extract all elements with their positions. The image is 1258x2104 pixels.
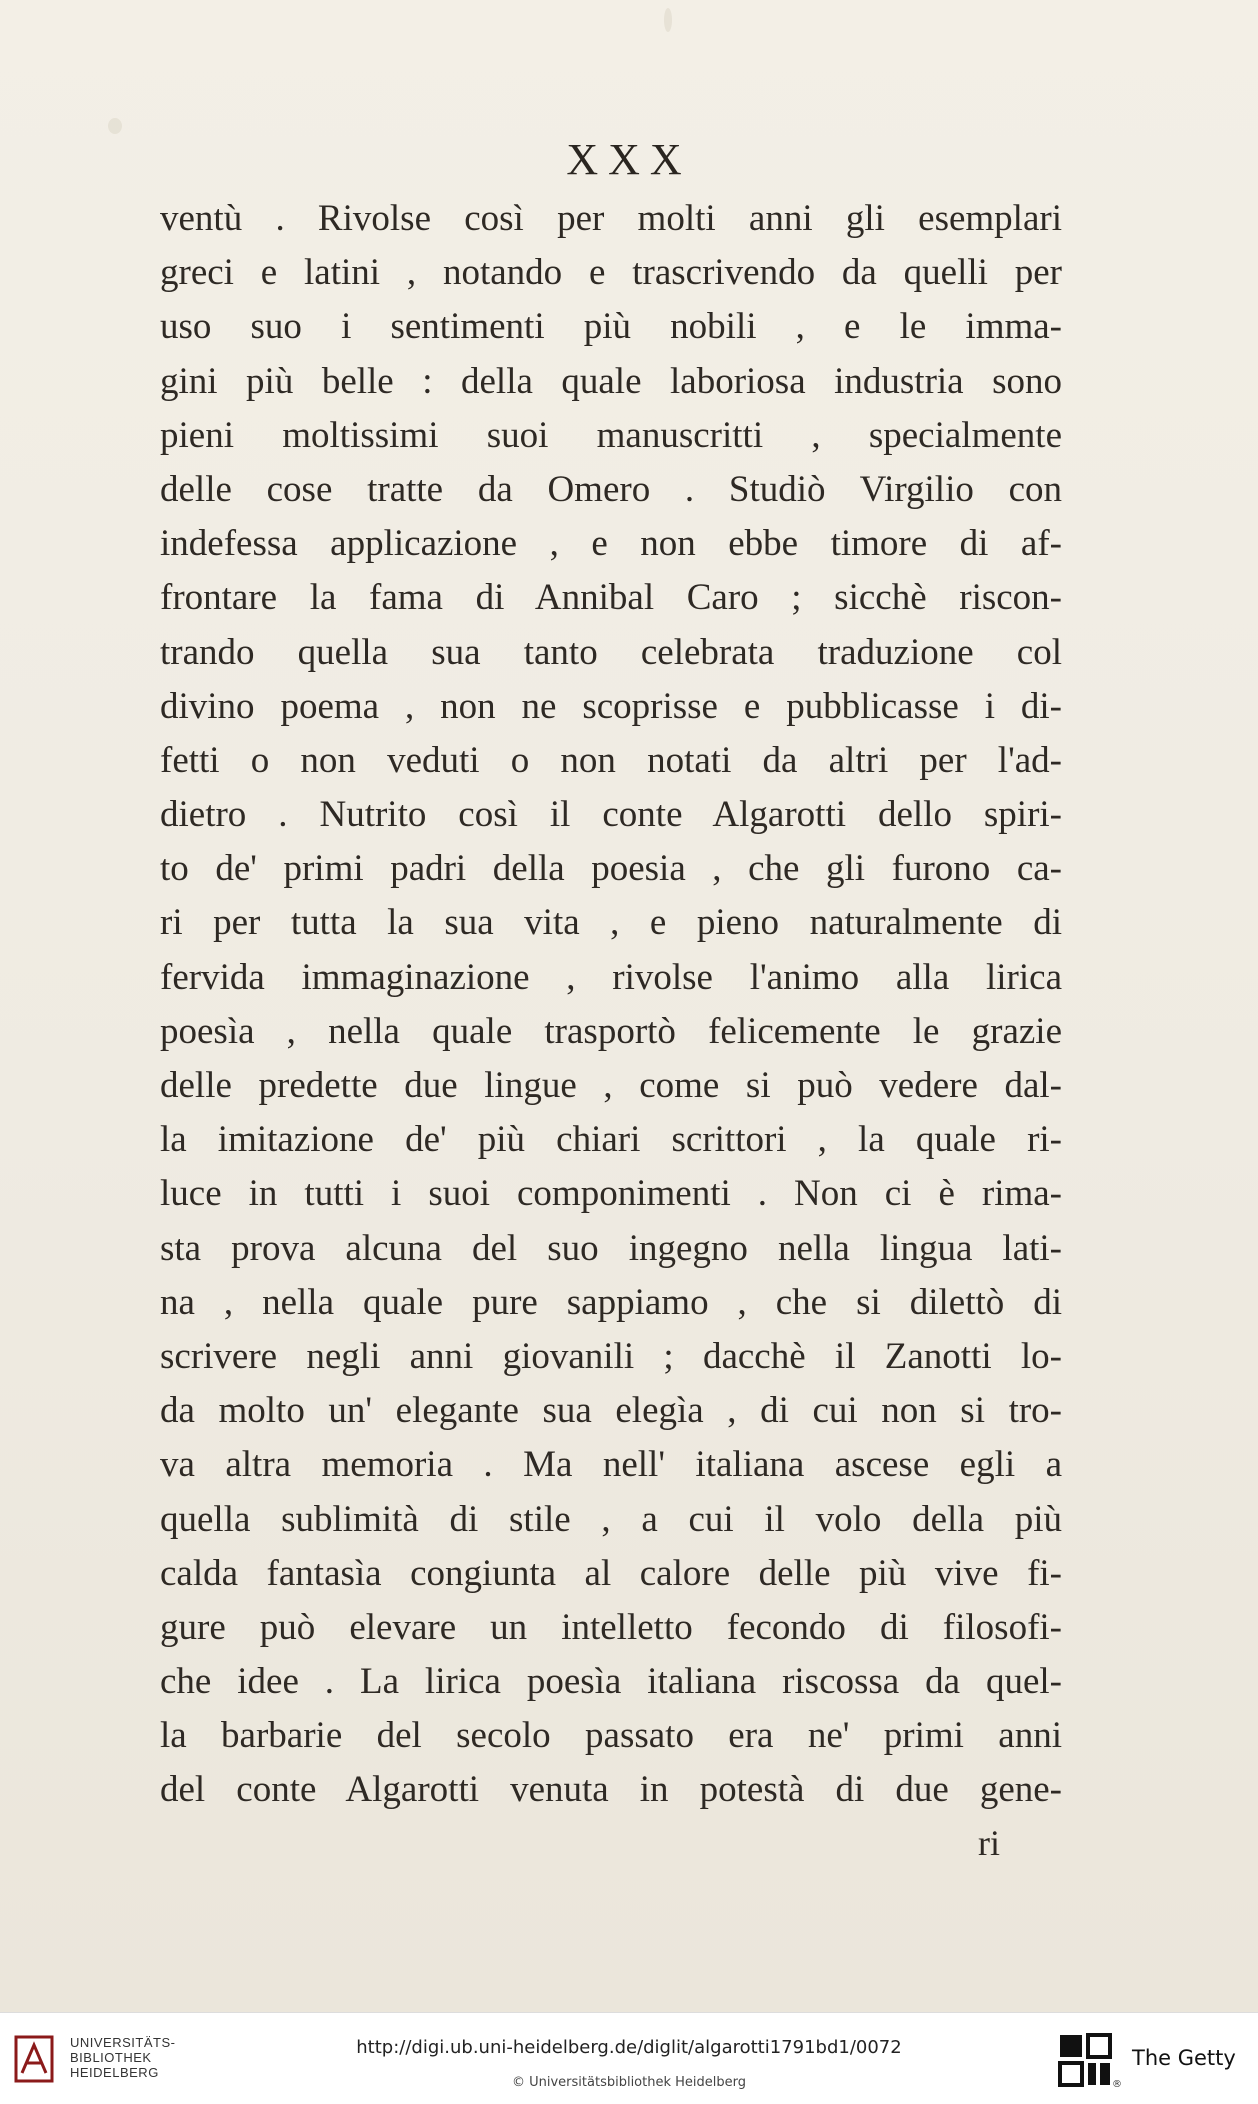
text-line: trando quella sua tanto celebrata traduzione col <box>160 631 1062 673</box>
text-line: gini più belle : della quale laboriosa industria sono <box>160 360 1062 402</box>
text-line: fervida immaginazione , rivolse l'animo alla lirica <box>160 956 1062 998</box>
text-line: fetti o non veduti o non notati da altri per l'ad- <box>160 739 1062 781</box>
catchword: ri <box>978 1823 1000 1863</box>
text-line: del conte Algarotti venuta in potestà di due gene- <box>160 1769 1062 1811</box>
paper-stain <box>108 118 122 134</box>
copyright-notice: © Universitätsbibliothek Heidelberg <box>511 2075 746 2090</box>
text-line: ventù . Rivolse così per molti anni gli esemplari <box>160 198 1062 239</box>
text-line: sta prova alcuna del suo ingegno nella lingua lati- <box>160 1227 1062 1269</box>
text-line: luce in tutti i suoi componimenti . Non ci è rima- <box>160 1173 1062 1215</box>
text-line: indefessa applicazione , e non ebbe timore di af- <box>160 523 1062 565</box>
body-text <box>160 192 1062 1818</box>
text-line: la barbarie del secolo passato era ne' primi anni <box>160 1715 1062 1757</box>
text-line: va altra memoria . Ma nell' italiana ascese egli a <box>160 1444 1062 1486</box>
text-line: la imitazione de' più chiari scrittori , la quale ri- <box>160 1119 1062 1161</box>
text-line: na , nella quale pure sappiamo , che si dilettò di <box>160 1281 1062 1323</box>
text-line: frontare la fama di Annibal Caro ; sicchè riscon- <box>160 577 1062 619</box>
registered-mark: ® <box>1112 2079 1122 2090</box>
library-name-line: HEIDELBERG <box>70 2065 159 2080</box>
library-name-line: BIBLIOTHEK <box>70 2050 152 2065</box>
text-line: quella sublimità di stile , a cui il volo della più <box>160 1498 1062 1540</box>
text-line: scrivere negli anni giovanili ; dacchè il Zanotti lo- <box>160 1335 1062 1377</box>
text-line: che idee . La lirica poesìa italiana riscossa da quel- <box>160 1661 1062 1703</box>
text-line: delle predette due lingue , come si può vedere dal- <box>160 1065 1062 1106</box>
text-line: calda fantasìa congiunta al calore delle più vive fi- <box>160 1552 1062 1594</box>
viewer-footer <box>0 2012 1258 2104</box>
running-head: XXX <box>566 135 692 184</box>
text-line: divino poema , non ne scoprisse e pubblicasse i di- <box>160 685 1062 727</box>
text-line: gure può elevare un intelletto fecondo di filosofi- <box>160 1606 1062 1648</box>
paper-stain <box>664 8 672 32</box>
partner-name: The Getty <box>1132 2046 1236 2070</box>
text-line: poesìa , nella quale trasportò felicemente le grazie <box>160 1010 1062 1052</box>
text-line: delle cose tratte da Omero . Studiò Virgilio con <box>160 468 1062 510</box>
text-line: pieni moltissimi suoi manuscritti , specialmente <box>160 414 1062 456</box>
permalink-url[interactable]: http://digi.ub.uni-heidelberg.de/diglit/algarotti1791bd1/0072 <box>356 2037 902 2058</box>
getty-logo-icon <box>1058 2033 1112 2089</box>
library-name-line: UNIVERSITÄTS- <box>70 2035 176 2050</box>
text-line: da molto un' elegante sua elegìa , di cui non si tro- <box>160 1390 1062 1432</box>
text-line: ri per tutta la sua vita , e pieno naturalmente di <box>160 902 1062 944</box>
text-line: greci e latini , notando e trascrivendo da quelli per <box>160 252 1062 294</box>
text-line: to de' primi padri della poesia , che gli furono ca- <box>160 848 1062 890</box>
text-line: dietro . Nutrito così il conte Algarotti dello spiri- <box>160 794 1062 836</box>
text-line: uso suo i sentimenti più nobili , e le imma- <box>160 306 1062 348</box>
